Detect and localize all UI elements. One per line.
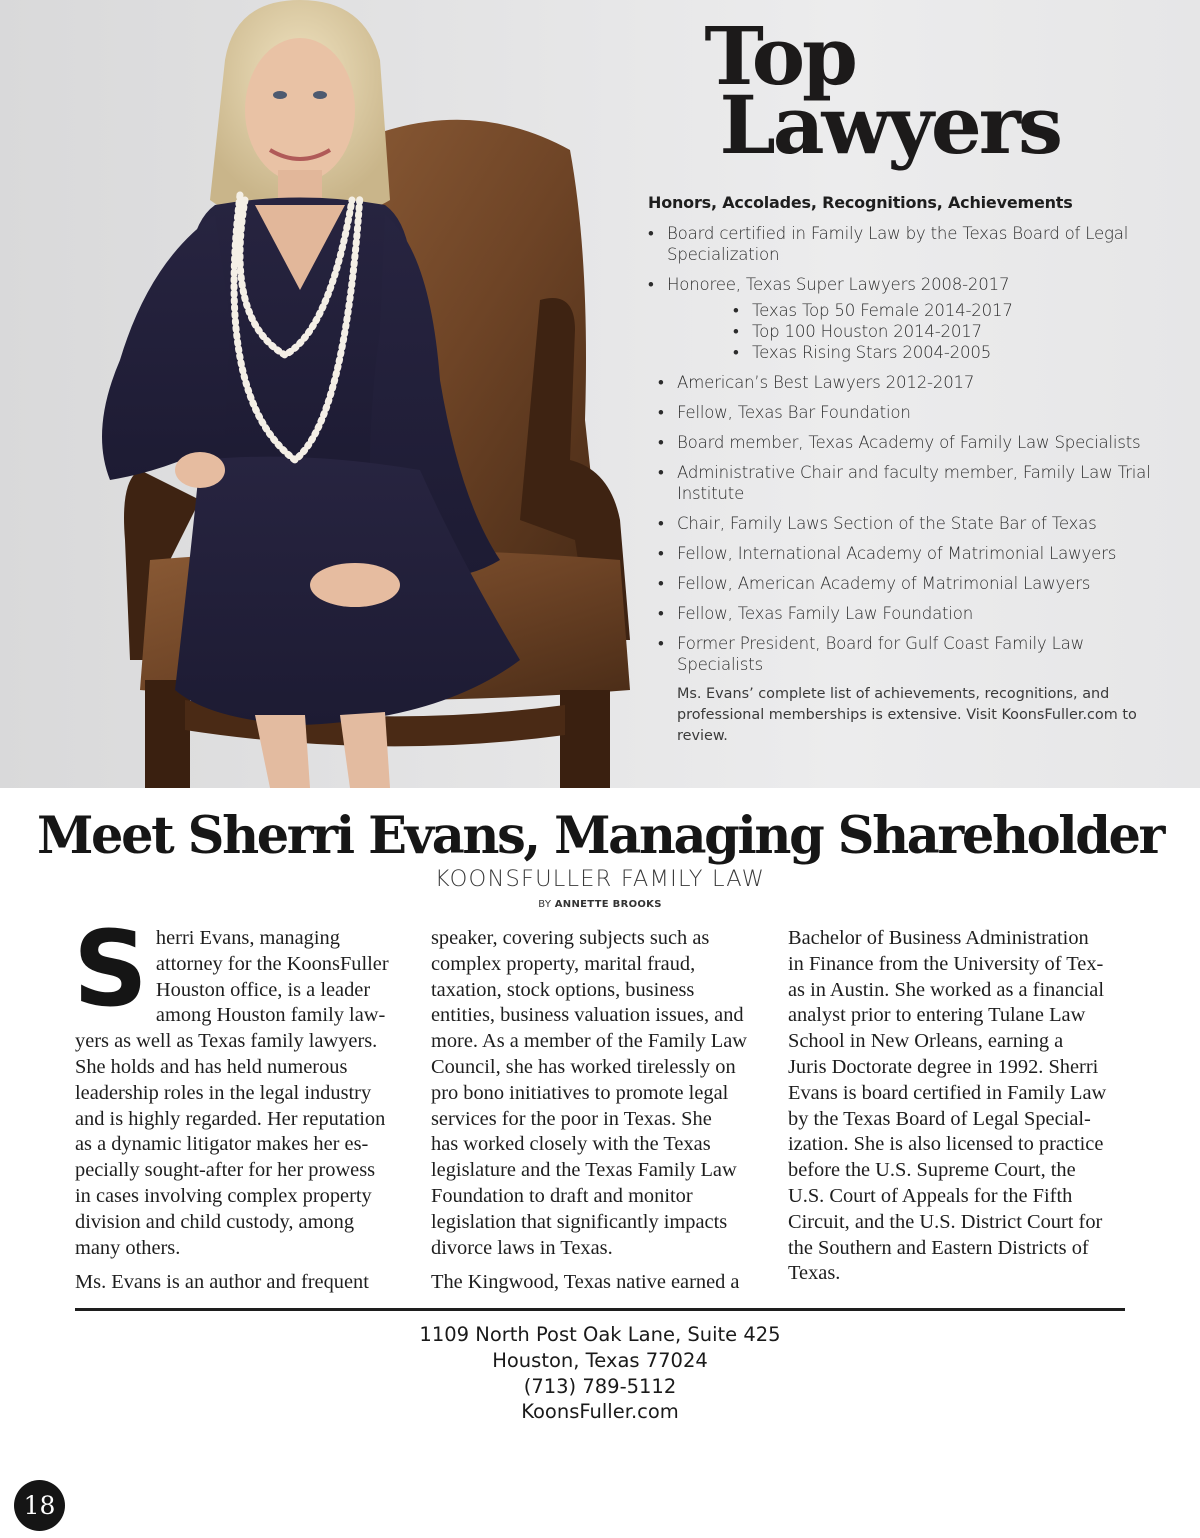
text-line: She holds and has held numerous (75, 1055, 348, 1078)
contact-city: Houston, Texas 77024 (492, 1348, 708, 1372)
text-line: herri Evans, managing (155, 927, 340, 949)
honors-list-item: • Former President, Board for Gulf Coast Family Law Specialists (658, 633, 1168, 675)
text-line: taxation, stock options, business (431, 978, 695, 1001)
text-line: complex property, marital fraud, (431, 952, 696, 975)
paragraph (788, 926, 1128, 1287)
honors-heading: Honors, Accolades, Recognitions, Achievements (648, 193, 1073, 212)
paragraph (75, 1270, 415, 1296)
text-line: legislation that significantly impacts (431, 1210, 728, 1233)
paragraph (431, 926, 771, 1261)
text-line: School in New Orleans, earning a (788, 1030, 1064, 1053)
paragraph (431, 1270, 771, 1296)
title-line-lawyers: Lawyers (719, 77, 1060, 172)
text-line: The Kingwood, Texas native earned a (431, 1270, 740, 1293)
portrait-photo (0, 0, 680, 788)
honors-sub-item: • Texas Rising Stars 2004-2005 (733, 342, 1168, 363)
text-line: ization. She is also licensed to practice (788, 1133, 1104, 1156)
byline-prefix: BY (538, 899, 552, 910)
text-line: in cases involving complex property (75, 1184, 372, 1207)
text-line: Juris Doctorate degree in 1992. Sherri (788, 1055, 1099, 1078)
article-column-3 (788, 926, 1128, 1296)
text-line: Bachelor of Business Administration (788, 927, 1089, 949)
text-line: before the U.S. Supreme Court, the (788, 1159, 1076, 1182)
honors-sub-list (733, 300, 1168, 363)
text-line: leadership roles in the legal industry (75, 1081, 372, 1104)
article-column-1 (73, 908, 415, 1304)
contact-block (0, 1322, 1200, 1425)
text-line: entities, business valuation issues, and (431, 1004, 744, 1027)
text-line: Council, she has worked tirelessly on (431, 1055, 736, 1078)
top-lawyers-title (704, 9, 1060, 172)
text-line: Houston office, is a leader (155, 978, 371, 1001)
byline-author: ANNETTE BROOKS (554, 899, 662, 910)
text-line: many others. (75, 1236, 181, 1259)
text-line: Foundation to draft and monitor (431, 1184, 693, 1207)
contact-website: KoonsFuller.com (521, 1400, 679, 1424)
firm-name: KOONSFULLER FAMILY LAW (434, 866, 766, 892)
text-line: yers as well as Texas family lawyers. (75, 1030, 378, 1053)
text-line: Texas. (788, 1262, 841, 1285)
article-headline: Meet Sherri Evans, Managing Shareholder (36, 806, 1164, 866)
achievements-note: Ms. Evans’ complete list of achievements, recognitions, and professional memberships is extensive. Visit KoonsFuller.com to review. (677, 686, 1137, 744)
divider-rule (75, 1308, 1125, 1311)
text-line: attorney for the KoonsFuller (155, 952, 389, 975)
text-line: divorce laws in Texas. (431, 1236, 613, 1259)
text-line: as a dynamic litigator makes her es- (75, 1133, 369, 1156)
drop-cap: S (73, 908, 148, 1030)
honors-list-item: • Fellow, American Academy of Matrimonial Lawyers (658, 573, 1168, 594)
text-line: U.S. Court of Appeals for the Fifth (788, 1184, 1073, 1207)
text-line: services for the poor in Texas. She (431, 1107, 712, 1130)
paragraph (73, 908, 415, 1261)
honors-list-item: • Administrative Chair and faculty member, Family Law Trial Institute (658, 462, 1168, 504)
honors-list-item: • Fellow, International Academy of Matrimonial Lawyers (658, 543, 1168, 564)
honors-list-item: • Board member, Texas Academy of Family Law Specialists (658, 432, 1168, 453)
text-line: more. As a member of the Family Law (431, 1030, 747, 1053)
text-line: and is highly regarded. Her reputation (75, 1107, 386, 1130)
contact-phone: (713) 789-5112 (523, 1374, 677, 1398)
honors-list-item: • American’s Best Lawyers 2012-2017 (658, 372, 1168, 393)
honors-list-item: • Board certified in Family Law by the Texas Board of Legal Specialization (648, 223, 1168, 265)
honors-panel (648, 193, 1168, 747)
text-line: speaker, covering subjects such as (431, 927, 710, 949)
text-line: in Finance from the University of Tex- (788, 952, 1104, 975)
text-line: division and child custody, among (75, 1210, 355, 1233)
text-line: among Houston family law- (155, 1004, 386, 1027)
honors-sub-item: • Texas Top 50 Female 2014-2017 (733, 300, 1168, 321)
contact-address: 1109 North Post Oak Lane, Suite 425 (419, 1323, 781, 1346)
text-line: Evans is board certified in Family Law (788, 1081, 1107, 1104)
text-line: Circuit, and the U.S. District Court for (788, 1210, 1103, 1233)
honors-list-more (648, 372, 1168, 675)
byline (0, 899, 1200, 910)
text-line: the Southern and Eastern Districts of (788, 1236, 1089, 1259)
title-line-top: Top (704, 9, 855, 103)
text-line: pro bono initiatives to promote legal (431, 1081, 729, 1104)
text-line: legislature and the Texas Family Law (431, 1159, 737, 1182)
text-line: as in Austin. She worked as a financial (788, 978, 1104, 1001)
text-line: has worked closely with the Texas (431, 1133, 711, 1156)
text-line: Ms. Evans is an author and frequent (75, 1270, 369, 1293)
honors-sub-item: • Top 100 Houston 2014-2017 (733, 321, 1168, 342)
honors-list-item: • Honoree, Texas Super Lawyers 2008-2017 (648, 274, 1168, 295)
page-number-badge: 18 (14, 1480, 65, 1531)
text-line: analyst prior to entering Tulane Law (788, 1004, 1086, 1027)
honors-list (648, 223, 1168, 295)
honors-list-item: • Fellow, Texas Family Law Foundation (658, 603, 1168, 624)
honors-list-item: • Fellow, Texas Bar Foundation (658, 402, 1168, 423)
text-line: pecially sought-after for her prowess (75, 1159, 376, 1182)
honors-list-item: • Chair, Family Laws Section of the State Bar of Texas (658, 513, 1168, 534)
article-column-2 (431, 926, 771, 1304)
text-line: by the Texas Board of Legal Special- (788, 1107, 1091, 1130)
